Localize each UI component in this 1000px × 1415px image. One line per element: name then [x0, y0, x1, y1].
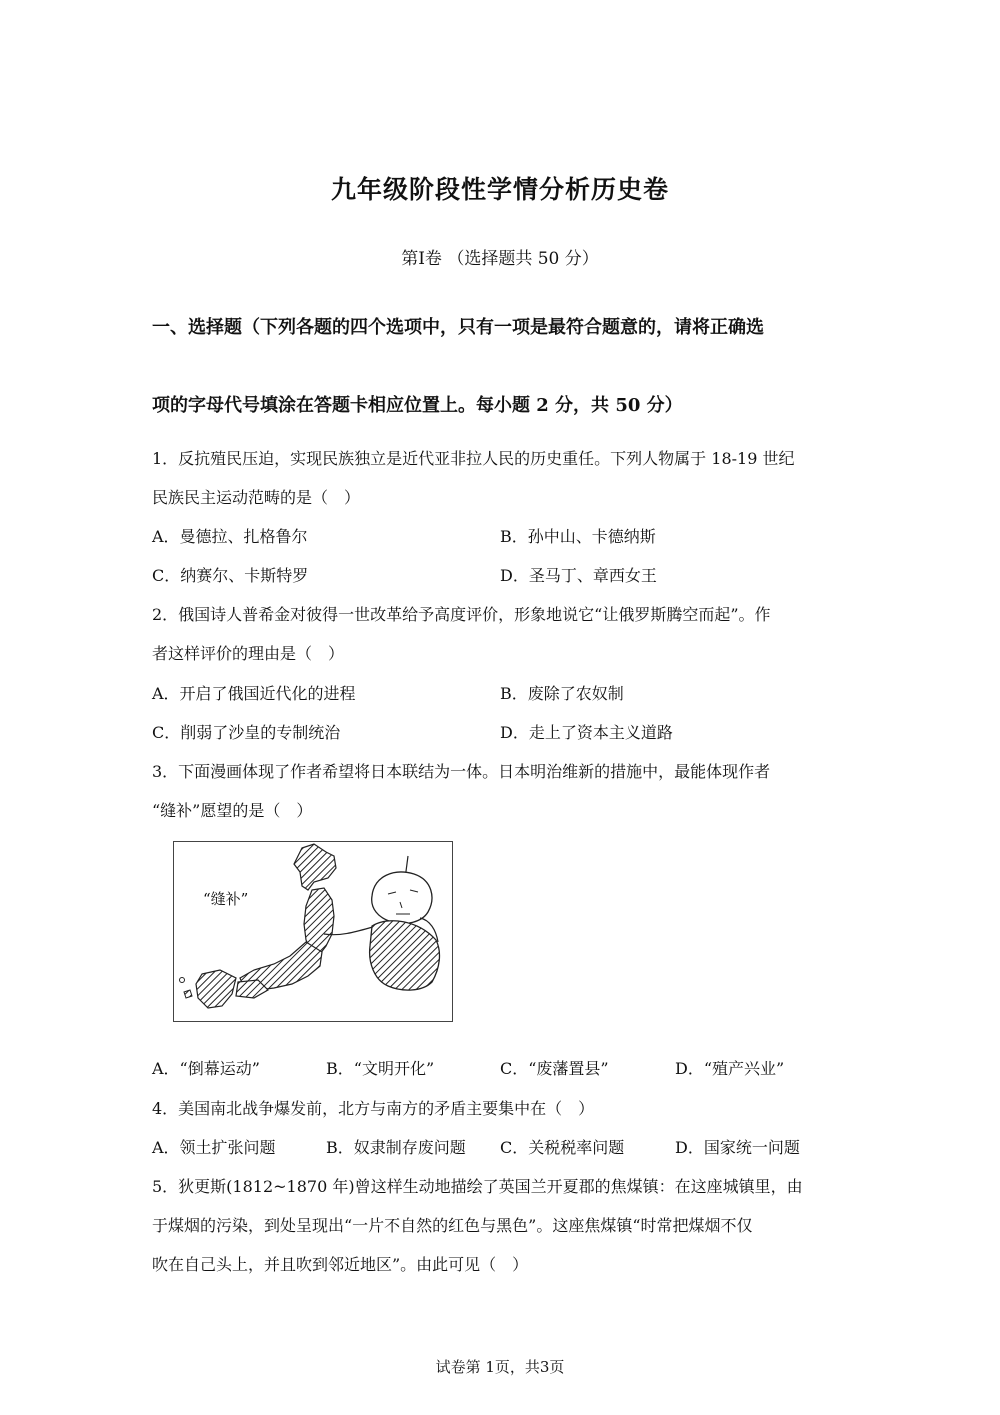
question-3-option-d[interactable]: D．“殖产兴业” [675, 1059, 785, 1078]
question-4-option-b[interactable]: B．奴隶制存废问题 [326, 1138, 466, 1157]
question-1-line-1: 1．反抗殖民压迫，实现民族独立是近代亚非拉人民的历史重任。下列人物属于 18-19 世纪 [152, 449, 795, 468]
question-2-option-d[interactable]: D．走上了资本主义道路 [500, 723, 673, 742]
question-2-option-a[interactable]: A．开启了俄国近代化的进程 [152, 684, 356, 703]
question-3-option-b[interactable]: B．“文明开化” [326, 1059, 435, 1078]
question-3-line-2: “缝补”愿望的是（ ） [152, 801, 313, 820]
question-1-option-d[interactable]: D．圣马丁、章西女王 [500, 566, 657, 585]
tailor-head [372, 872, 432, 923]
question-4-line-1: 4．美国南北战争爆发前，北方与南方的矛盾主要集中在（ ） [152, 1099, 595, 1118]
page-title: 九年级阶段性学情分析历史卷 [330, 175, 669, 204]
japan-map-cartoon [174, 842, 454, 1023]
tailor-body [370, 921, 440, 990]
section-heading-line-2: 项的字母代号填涂在答题卡相应位置上。每小题 2 分，共 50 分） [152, 395, 683, 416]
question-3-option-c[interactable]: C．“废藩置县” [500, 1059, 609, 1078]
question-1-option-c[interactable]: C．纳赛尔、卡斯特罗 [152, 566, 309, 585]
question-5-line-1: 5．狄更斯(1812~1870 年)曾这样生动地描绘了英国兰开夏郡的焦煤镇：在这座城镇里，由 [152, 1177, 803, 1196]
islet [180, 978, 185, 983]
question-1-line-2: 民族民主运动范畴的是（ ） [152, 488, 361, 507]
page-footer: 试卷第 1页，共3页 [435, 1358, 565, 1376]
question-2-option-b[interactable]: B．废除了农奴制 [500, 684, 624, 703]
paper-subtitle: 第Ⅰ卷 （选择题共 50 分） [401, 249, 599, 269]
kyushu-island [196, 970, 236, 1008]
question-4-option-c[interactable]: C．关税税率问题 [500, 1138, 625, 1157]
section-heading-line-1: 一、选择题（下列各题的四个选项中，只有一项是最符合题意的，请将正确选 [152, 317, 764, 338]
cartoon-figure [173, 841, 453, 1022]
cartoon-caption: “缝补” [203, 890, 249, 908]
hokkaido-island [294, 844, 336, 890]
question-2-option-c[interactable]: C．削弱了沙皇的专制统治 [152, 723, 341, 742]
question-2-line-1: 2．俄国诗人普希金对彼得一世改革给予高度评价，形象地说它“让俄罗斯腾空而起”。作 [152, 605, 771, 624]
question-3-line-1: 3．下面漫画体现了作者希望将日本联结为一体。日本明治维新的措施中，最能体现作者 [152, 762, 771, 781]
question-1-option-a[interactable]: A．曼德拉、扎格鲁尔 [152, 527, 308, 546]
question-4-option-a[interactable]: A．领土扩张问题 [152, 1138, 276, 1157]
question-5-line-3: 吹在自己头上，并且吹到邻近地区”。由此可见（ ） [152, 1255, 529, 1274]
question-3-option-a[interactable]: A．“倒幕运动” [152, 1059, 260, 1078]
question-5-line-2: 于煤烟的污染，到处呈现出“一片不自然的红色与黑色”。这座焦煤镇“时常把煤烟不仅 [152, 1216, 753, 1235]
question-4-option-d[interactable]: D．国家统一问题 [675, 1138, 800, 1157]
question-2-line-2: 者这样评价的理由是（ ） [152, 644, 345, 663]
islet [184, 990, 192, 998]
question-1-option-b[interactable]: B．孙中山、卡德纳斯 [500, 527, 656, 546]
